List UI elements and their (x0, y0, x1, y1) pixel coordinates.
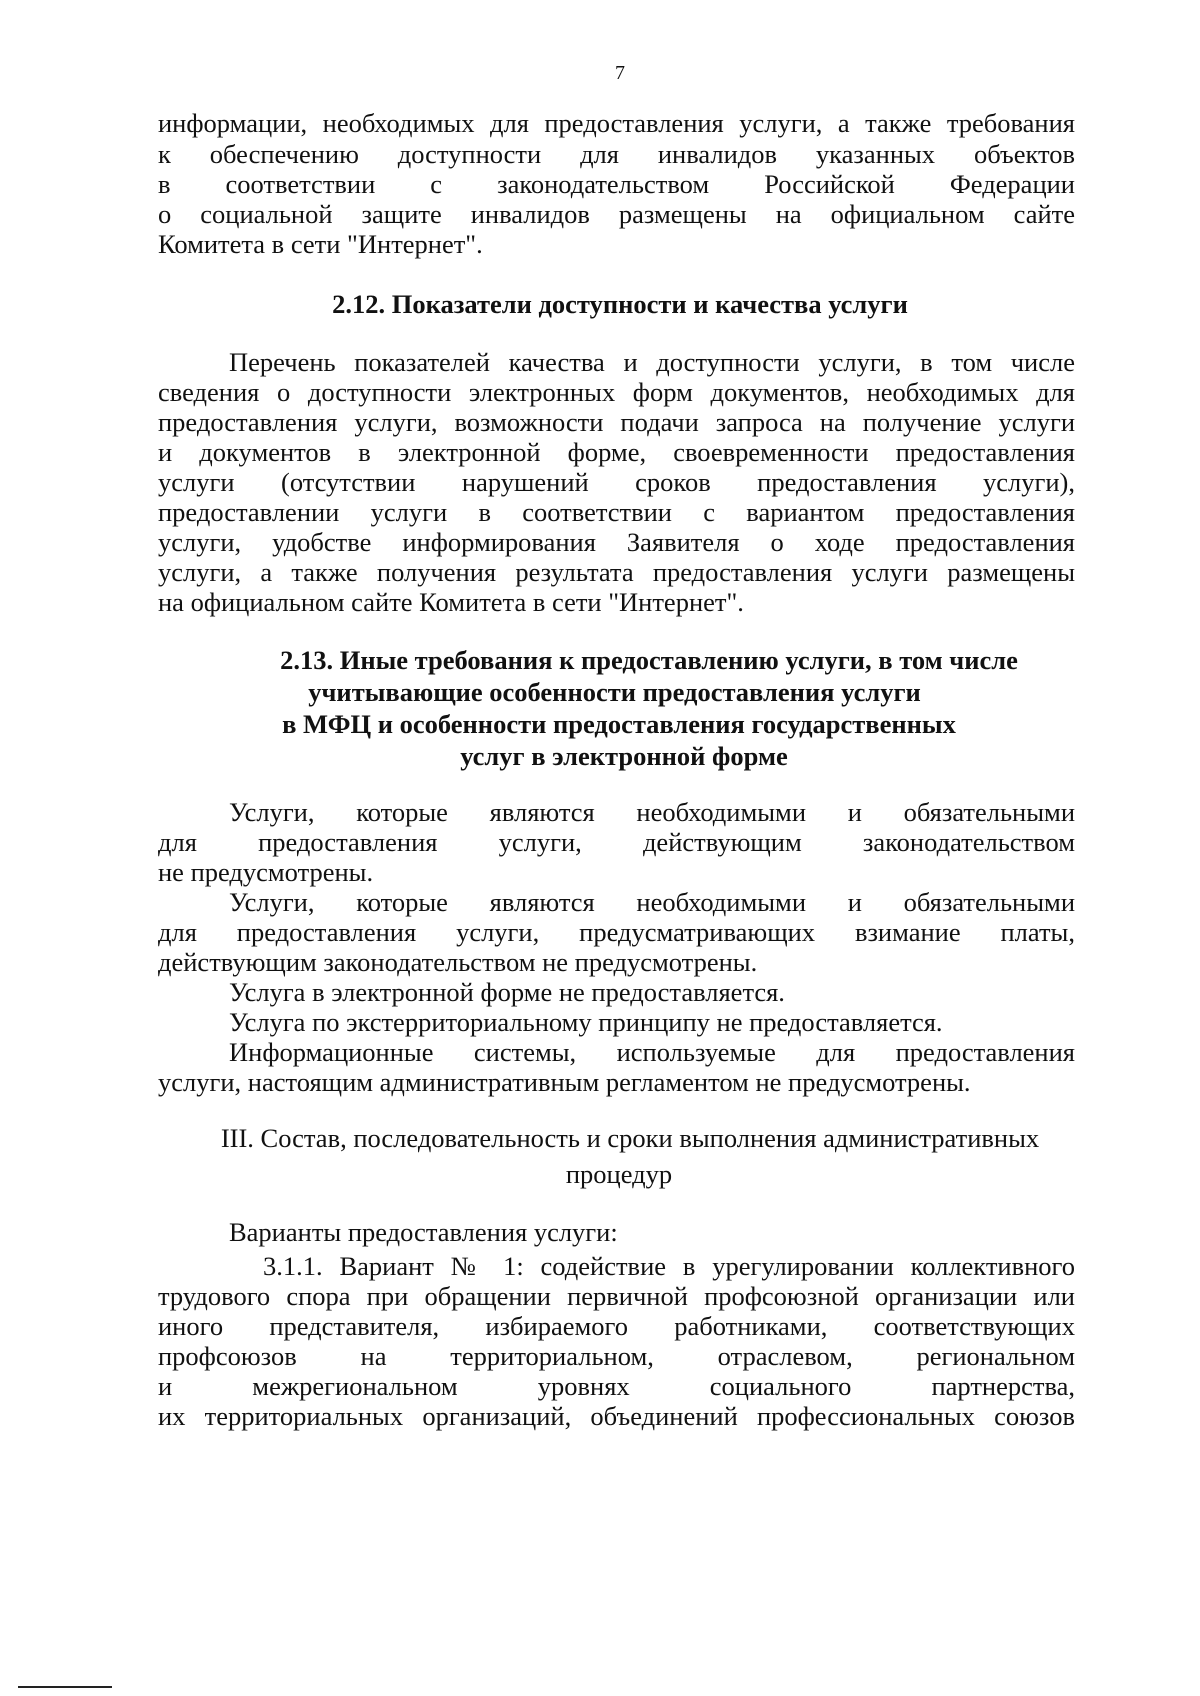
section-3-line: иного представителя, избираемого работниками, соответствующих (158, 1311, 1075, 1341)
section-3-line: 3.1.1. Вариант № 1: содействие в урегулировании коллективного (263, 1251, 1075, 1281)
section-3-line: и межрегиональном уровнях социального партнерства, (158, 1371, 1075, 1401)
section-3-line: трудового спора при обращении первичной профсоюзной организации или (158, 1281, 1075, 1311)
intro-line: информации, необходимых для предоставления услуги, а также требования (158, 108, 1075, 138)
para-2-13-line: Услуга в электронной форме не предоставляется. (229, 977, 785, 1007)
intro-line: к обеспечению доступности для инвалидов указанных объектов (158, 139, 1075, 169)
para-2-13-line: действующим законодательством не предусмотрены. (158, 947, 758, 977)
para-2-13-line: Информационные системы, используемые для предоставления (229, 1037, 1075, 1067)
section-3-line: профсоюзов на территориальном, отраслевом, региональном (158, 1341, 1075, 1371)
heading-2-13-line: учитывающие особенности предоставления услуги (308, 677, 921, 707)
para-2-12-line: предоставления услуги, возможности подачи запроса на получение услуги (158, 407, 1075, 437)
intro-line: Комитета в сети "Интернет". (158, 229, 483, 259)
para-2-12-line: на официальном сайте Комитета в сети "Интернет". (158, 587, 744, 617)
heading-2-12: 2.12. Показатели доступности и качества услуги (332, 289, 908, 319)
para-2-13-line: Услуги, которые являются необходимыми и обязательными (229, 797, 1075, 827)
para-2-13-line: для предоставления услуги, предусматривающих взимание платы, (158, 917, 1075, 947)
intro-line: в соответствии с законодательством Российской Федерации (158, 169, 1075, 199)
heading-2-13-line: услуг в электронной форме (460, 741, 788, 771)
para-2-13-line: не предусмотрены. (158, 857, 374, 887)
para-2-12-line: сведения о доступности электронных форм документов, необходимых для (158, 377, 1075, 407)
footnote-rule (18, 1686, 112, 1688)
para-2-12-line: услуги (отсутствии нарушений сроков предоставления услуги), (158, 467, 1075, 497)
section-3-title-line: процедур (565, 1159, 673, 1189)
para-2-12-line: и документов в электронной форме, своевременности предоставления (158, 437, 1075, 467)
para-2-12-line: услуги, а также получения результата предоставления услуги размещены (158, 557, 1075, 587)
para-2-13-line: Услуга по экстерриториальному принципу не предоставляется. (229, 1007, 943, 1037)
heading-2-13-line: 2.13. Иные требования к предоставлению услуги, в том числе (280, 645, 1018, 675)
para-2-13-line: Услуги, которые являются необходимыми и обязательными (229, 887, 1075, 917)
section-3-line: Варианты предоставления услуги: (229, 1217, 618, 1247)
para-2-12-line: Перечень показателей качества и доступности услуги, в том числе (229, 347, 1075, 377)
para-2-12-line: услуги, удобстве информирования Заявителя о ходе предоставления (158, 527, 1075, 557)
para-2-12-line: предоставлении услуги в соответствии с вариантом предоставления (158, 497, 1075, 527)
para-2-13-line: для предоставления услуги, действующим законодательством (158, 827, 1075, 857)
section-3-line: их территориальных организаций, объединений профессиональных союзов (158, 1401, 1075, 1431)
heading-2-13-line: в МФЦ и особенности предоставления государственных (282, 709, 956, 739)
intro-line: о социальной защите инвалидов размещены на официальном сайте (158, 199, 1075, 229)
section-3-title-line: III. Состав, последовательность и сроки выполнения административных (220, 1123, 1040, 1153)
para-2-13-line: услуги, настоящим административным регламентом не предусмотрены. (158, 1067, 971, 1097)
page-number: 7 (615, 62, 625, 84)
